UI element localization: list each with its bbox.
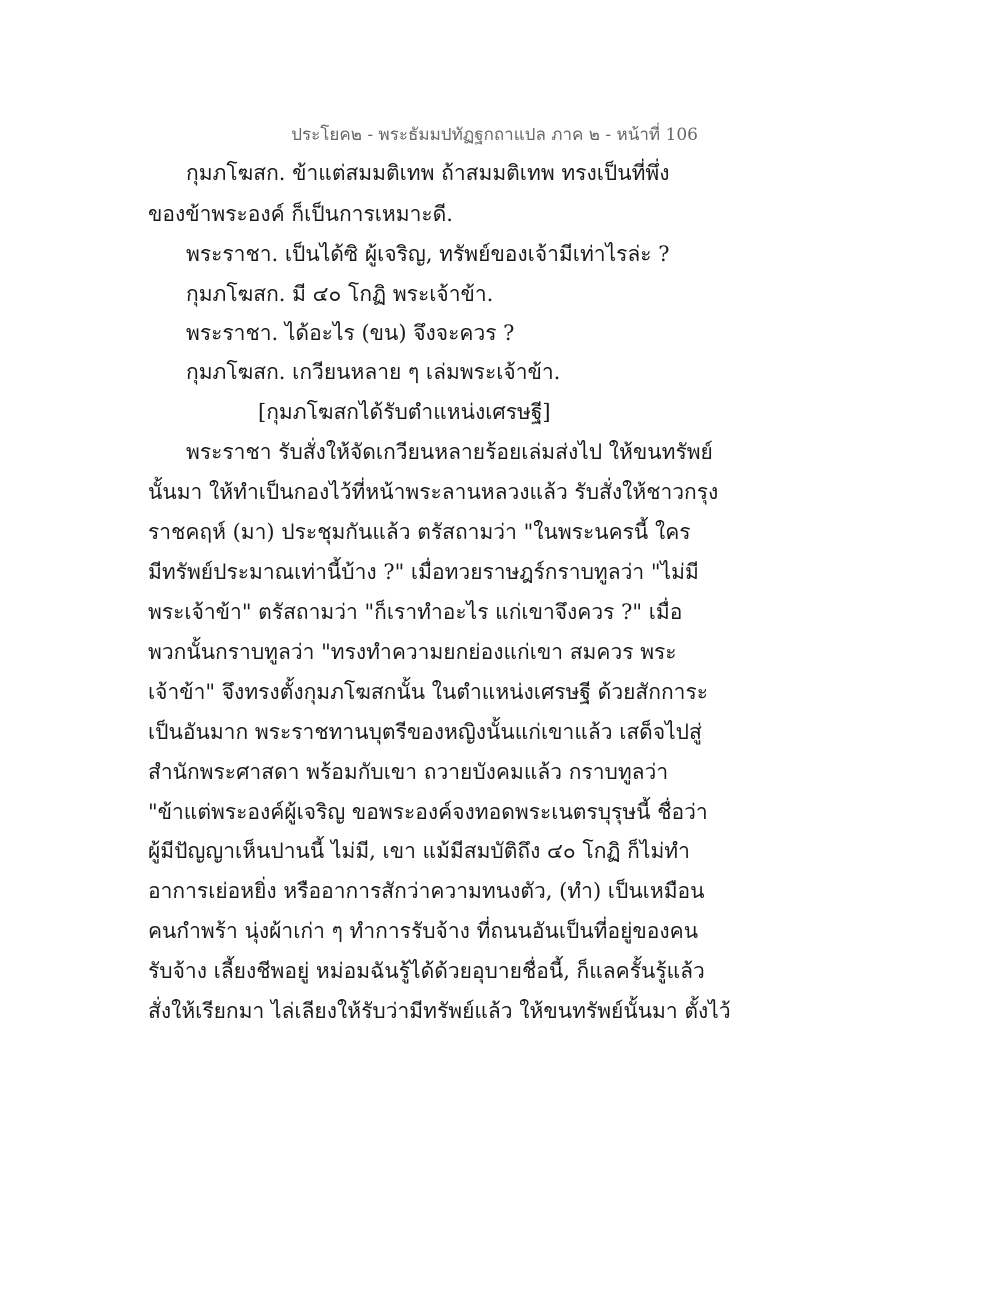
text-line: สำนักพระศาสดา พร้อมกับเขา ถวายบังคมแล้ว กราบทูลว่า <box>148 760 669 784</box>
text-line: สั่งให้เรียกมา ไล่เลียงให้รับว่ามีทรัพย์แล้ว ให้ขนทรัพย์นั้นมา ตั้งไว้ <box>148 999 731 1023</box>
text-line: "ข้าแต่พระองค์ผู้เจริญ ขอพระองค์จงทอดพระเนตรบุรุษนี้ ชื่อว่า <box>148 800 708 824</box>
text-line: พระราชา รับสั่งให้จัดเกวียนหลายร้อยเล่มส่งไป ให้ขนทรัพย์ <box>186 440 713 464</box>
text-line: กุมภโฆสก. ข้าแต่สมมติเทพ ถ้าสมมติเทพ ทรงเป็นที่พึ่ง <box>186 161 670 185</box>
text-line: รับจ้าง เลี้ยงชีพอยู่ หม่อมฉันรู้ได้ด้วยอุบายชื่อนี้, ก็แลครั้นรู้แล้ว <box>148 959 705 983</box>
section-heading: [กุมภโฆสกได้รับตำแหน่งเศรษฐี] <box>258 400 551 424</box>
text-line: พระราชา. เป็นได้ซิ ผู้เจริญ, ทรัพย์ของเจ้ามีเท่าไรล่ะ ? <box>186 242 670 266</box>
text-line: ของข้าพระองค์ ก็เป็นการเหมาะดี. <box>148 202 453 226</box>
page-header: ประโยค๒ - พระธัมมปทัฏฐกถาแปล ภาค ๒ - หน้าที่ 106 <box>291 125 698 145</box>
text-line: นั้นมา ให้ทำเป็นกองไว้ที่หน้าพระลานหลวงแล้ว รับสั่งให้ชาวกรุง <box>148 480 719 504</box>
text-line: ราชคฤห์ (มา) ประชุมกันแล้ว ตรัสถามว่า "ในพระนครนี้ ใคร <box>148 520 691 544</box>
text-line: เจ้าข้า" จึงทรงตั้งกุมภโฆสกนั้น ในตำแหน่งเศรษฐี ด้วยสักการะ <box>148 680 709 704</box>
text-line: กุมภโฆสก. เกวียนหลาย ๆ เล่มพระเจ้าข้า. <box>186 360 561 384</box>
text-line: อาการเย่อหยิ่ง หรืออาการสักว่าความทนงตัว, (ทำ) เป็นเหมือน <box>148 879 705 903</box>
text-line: เป็นอันมาก พระราชทานบุตรีของหญิงนั้นแก่เขาแล้ว เสด็จไปสู่ <box>148 720 702 744</box>
text-line: คนกำพร้า นุ่งผ้าเก่า ๆ ทำการรับจ้าง ที่ถนนอันเป็นที่อยู่ของคน <box>148 919 699 943</box>
text-line: พระเจ้าข้า" ตรัสถามว่า "ก็เราทำอะไร แก่เขาจึงควร ?" เมื่อ <box>148 600 683 624</box>
text-line: พวกนั้นกราบทูลว่า "ทรงทำความยกย่องแก่เขา สมควร พระ <box>148 640 677 664</box>
text-line: พระราชา. ได้อะไร (ขน) จึงจะควร ? <box>186 321 515 345</box>
text-line: มีทรัพย์ประมาณเท่านี้บ้าง ?" เมื่อทวยราษฎร์กราบทูลว่า "ไม่มี <box>148 560 699 584</box>
text-line: กุมภโฆสก. มี ๔๐ โกฏิ พระเจ้าข้า. <box>186 282 494 306</box>
text-line: ผู้มีปัญญาเห็นปานนี้ ไม่มี, เขา แม้มีสมบัติถึง ๔๐ โกฏิ ก็ไม่ทำ <box>148 839 690 863</box>
